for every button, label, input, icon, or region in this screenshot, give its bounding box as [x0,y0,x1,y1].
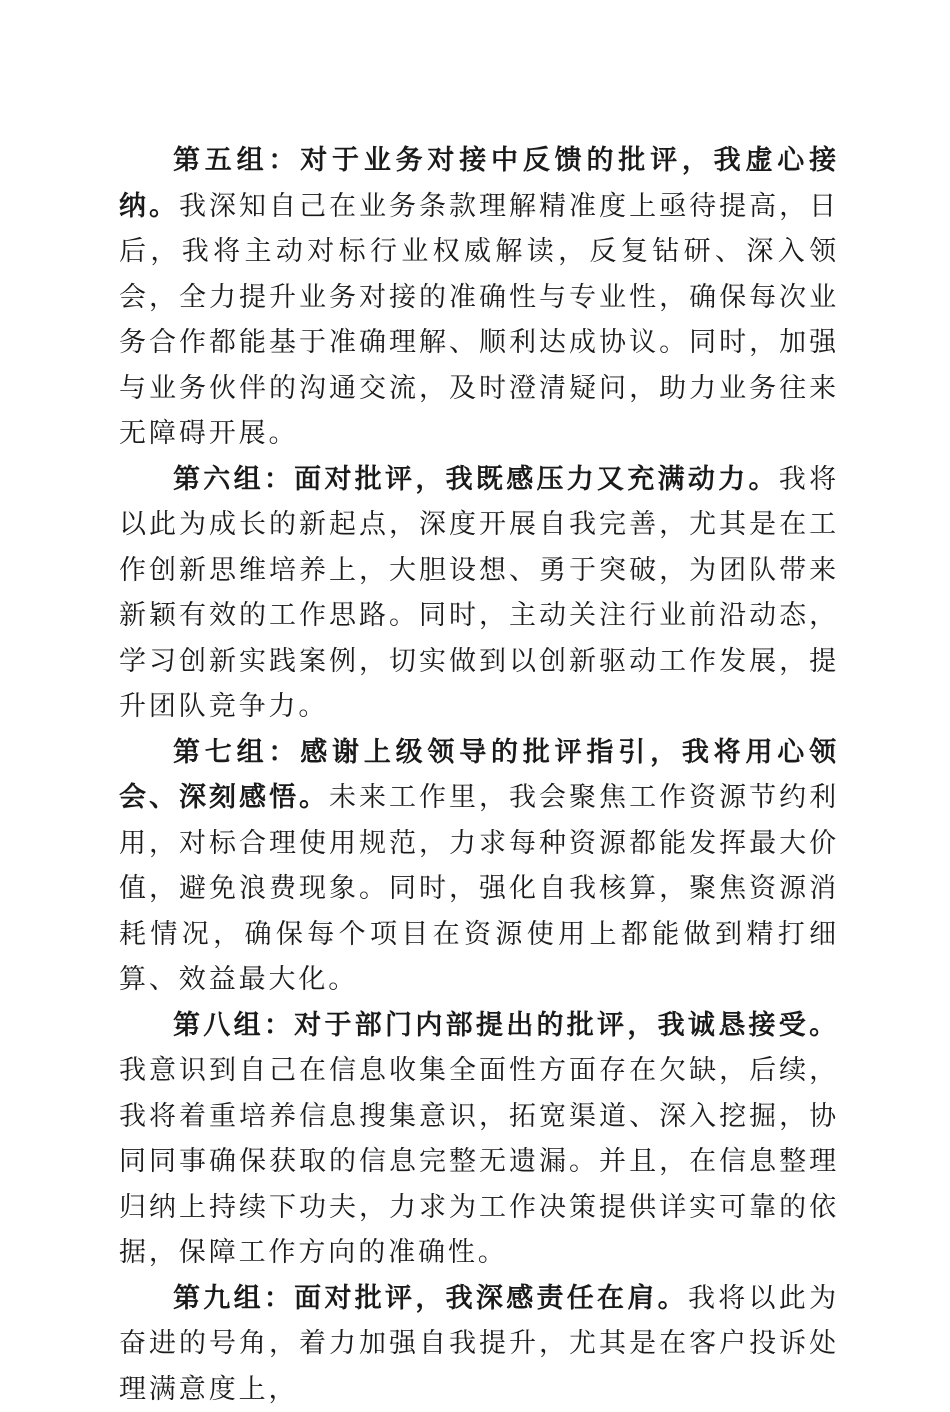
paragraph-lead: 第八组：对于部门内部提出的批评，我诚恳接受。 [173,1010,839,1041]
paragraph-text: 我将以此为奋进的号角，着力加强自我提升，尤其是在客户投诉处理满意度上， [119,1283,839,1405]
paragraph-text: 我将以此为成长的新起点，深度开展自我完善，尤其是在工作创新思维培养上，大胆设想、勇于突破，为团队带来新颖有效的工作思路。同时，主动关注行业前沿动态，学习创新实践案例，切实做到以创新驱动工作发展，提升团队竞争力。 [119,464,839,723]
paragraph-lead: 第六组：面对批评，我既感压力又充满动力。 [173,464,779,495]
paragraph-lead: 第九组：面对批评，我深感责任在肩。 [173,1283,688,1314]
paragraph-group-8 [119,1003,839,1276]
paragraph-group-6 [119,457,839,730]
paragraph-text: 未来工作里，我会聚焦工作资源节约利用，对标合理使用规范，力求每种资源都能发挥最大价值，避免浪费现象。同时，强化自我核算，聚焦资源消耗情况，确保每个项目在资源使用上都能做到精打细算、效益最大化。 [119,782,839,995]
document-body [119,138,839,1412]
paragraph-text: 我意识到自己在信息收集全面性方面存在欠缺，后续，我将着重培养信息搜集意识，拓宽渠道、深入挖掘，协同同事确保获取的信息完整无遗漏。并且，在信息整理归纳上持续下功夫，力求为工作决策提供详实可靠的依据，保障工作方向的准确性。 [119,1055,839,1268]
paragraph-group-7 [119,730,839,1003]
paragraph-text: 我深知自己在业务条款理解精准度上亟待提高，日后，我将主动对标行业权威解读，反复钻研、深入领会，全力提升业务对接的准确性与专业性，确保每次业务合作都能基于准确理解、顺利达成协议。同时，加强与业务伙伴的沟通交流，及时澄清疑问，助力业务往来无障碍开展。 [119,191,839,450]
paragraph-group-5 [119,138,839,457]
paragraph-lead: 第五组：对于业务对接中反馈的批评，我虚心接纳。 [119,145,839,222]
paragraph-lead: 第七组：感谢上级领导的批评指引，我将用心领会、深刻感悟。 [119,737,839,814]
